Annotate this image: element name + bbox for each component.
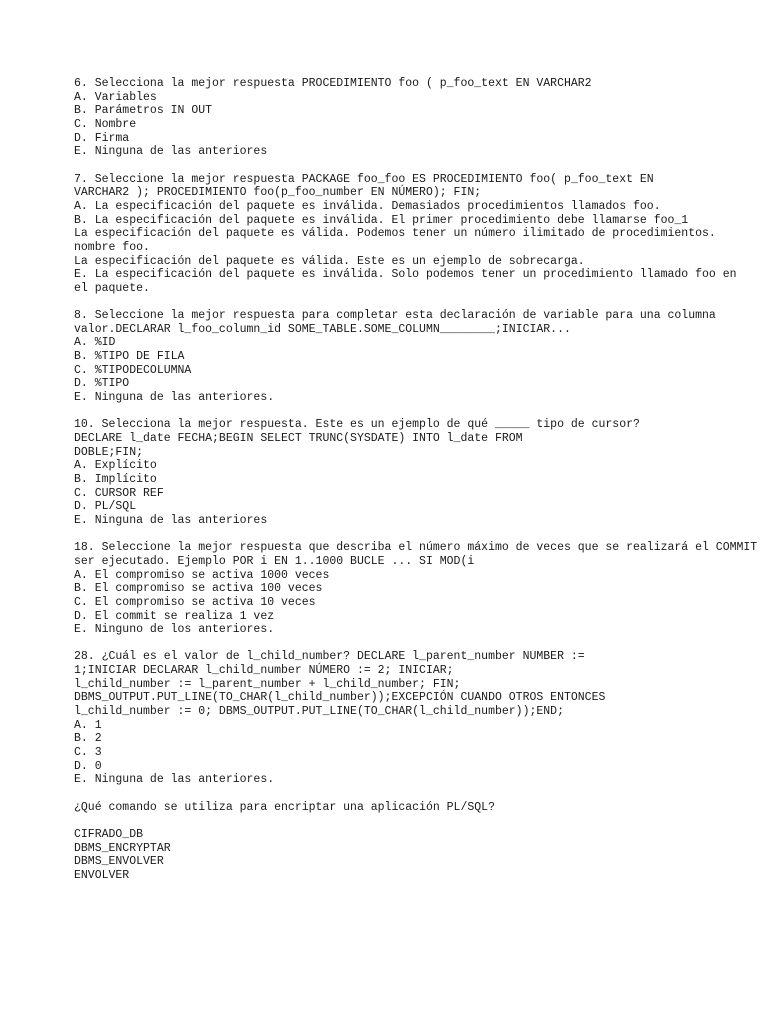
question-block bbox=[74, 309, 768, 405]
text-line: D. Firma bbox=[74, 131, 130, 145]
text-line: 28. ¿Cuál es el valor de l_child_number? DECLARE l_parent_number NUMBER := bbox=[74, 650, 585, 664]
question-block bbox=[74, 173, 768, 296]
text-line: DECLARE l_date FECHA;BEGIN SELECT TRUNC(SYSDATE) INTO l_date FROM bbox=[74, 432, 523, 446]
text-line: 7. Seleccione la mejor respuesta PACKAGE foo_foo ES PROCEDIMIENTO foo( p_foo_text EN bbox=[74, 172, 654, 186]
text-line: 1;INICIAR DECLARAR l_child_number NÚMERO := 2; INICIAR; bbox=[74, 664, 454, 678]
text-line: D. 0 bbox=[74, 759, 102, 773]
text-line: A. La especificación del paquete es inválida. Demasiados procedimientos llamados foo. bbox=[74, 199, 661, 213]
text-line: l_child_number := l_parent_number + l_child_number; FIN; bbox=[74, 677, 461, 691]
text-line: B. Implícito bbox=[74, 472, 157, 486]
question-block bbox=[74, 828, 768, 883]
text-line: ser ejecutado. Ejemplo POR i EN 1..1000 BUCLE ... SI MOD(i bbox=[74, 554, 475, 568]
text-line: C. El compromiso se activa 10 veces bbox=[74, 595, 316, 609]
text-line: B. %TIPO DE FILA bbox=[74, 350, 185, 364]
question-block bbox=[74, 801, 768, 815]
text-line: el paquete. bbox=[74, 281, 150, 295]
text-line: E. Ninguno de los anteriores. bbox=[74, 623, 275, 637]
question-block bbox=[74, 418, 768, 527]
text-line: 6. Selecciona la mejor respuesta PROCEDIMIENTO foo ( p_foo_text EN VARCHAR2 bbox=[74, 77, 592, 90]
question-block bbox=[74, 650, 768, 787]
text-line: B. 2 bbox=[74, 732, 102, 746]
text-line: C. %TIPODECOLUMNA bbox=[74, 363, 192, 377]
text-line: ¿Qué comando se utiliza para encriptar una aplicación PL/SQL? bbox=[74, 800, 495, 814]
text-line: DBMS_ENCRYPTAR bbox=[74, 841, 171, 855]
text-line: 10. Selecciona la mejor respuesta. Este es un ejemplo de qué _____ tipo de cursor? bbox=[74, 418, 640, 432]
text-line: E. Ninguna de las anteriores. bbox=[74, 773, 275, 787]
text-line: 8. Seleccione la mejor respuesta para completar esta declaración de variable para una columna bbox=[74, 309, 716, 323]
text-line: B. La especificación del paquete es inválida. El primer procedimiento debe llamarse foo_1 bbox=[74, 213, 689, 227]
text-line: C. 3 bbox=[74, 746, 102, 760]
text-line: A. Explícito bbox=[74, 459, 157, 473]
text-line: nombre foo. bbox=[74, 240, 150, 254]
text-line: B. Parámetros IN OUT bbox=[74, 104, 213, 118]
text-line: E. Ninguna de las anteriores. bbox=[74, 391, 275, 405]
text-line: A. 1 bbox=[74, 718, 102, 732]
text-line: La especificación del paquete es válida. Podemos tener un número ilimitado de procedimientos. bbox=[74, 227, 716, 241]
text-line: 18. Seleccione la mejor respuesta que describa el número máximo de veces que se realizará el COMMIT bbox=[74, 541, 758, 555]
text-line: DBMS_ENVOLVER bbox=[74, 855, 164, 869]
text-line: C. Nombre bbox=[74, 117, 137, 131]
text-line: CIFRADO_DB bbox=[74, 827, 144, 841]
text-line: VARCHAR2 ); PROCEDIMIENTO foo(p_foo_number EN NÚMERO); FIN; bbox=[74, 186, 482, 200]
text-line: La especificación del paquete es válida. Este es un ejemplo de sobrecarga. bbox=[74, 254, 585, 268]
text-line: valor.DECLARAR l_foo_column_id SOME_TABLE.SOME_COLUMN________;INICIAR... bbox=[74, 322, 571, 336]
question-block bbox=[74, 77, 768, 159]
text-line: A. %ID bbox=[74, 336, 116, 350]
text-line: E. La especificación del paquete es inválida. Solo podemos tener un procedimiento llamado foo en bbox=[74, 268, 737, 282]
text-line: D. PL/SQL bbox=[74, 500, 137, 514]
text-line: B. El compromiso se activa 100 veces bbox=[74, 582, 323, 596]
text-line: DOBLE;FIN; bbox=[74, 445, 144, 459]
question-block bbox=[74, 541, 768, 637]
text-line: ENVOLVER bbox=[74, 868, 130, 882]
text-line: A. El compromiso se activa 1000 veces bbox=[74, 568, 330, 582]
text-line: DBMS_OUTPUT.PUT_LINE(TO_CHAR(l_child_number));EXCEPCIÓN CUANDO OTROS ENTONCES bbox=[74, 691, 606, 705]
text-line: D. El commit se realiza 1 vez bbox=[74, 609, 275, 623]
document-page bbox=[74, 77, 768, 896]
text-line: A. Variables bbox=[74, 90, 157, 104]
text-line: E. Ninguna de las anteriores bbox=[74, 513, 268, 527]
text-line: D. %TIPO bbox=[74, 377, 130, 391]
text-line: C. CURSOR REF bbox=[74, 486, 164, 500]
text-line: l_child_number := 0; DBMS_OUTPUT.PUT_LINE(TO_CHAR(l_child_number));END; bbox=[74, 705, 564, 719]
text-line: E. Ninguna de las anteriores bbox=[74, 145, 268, 159]
